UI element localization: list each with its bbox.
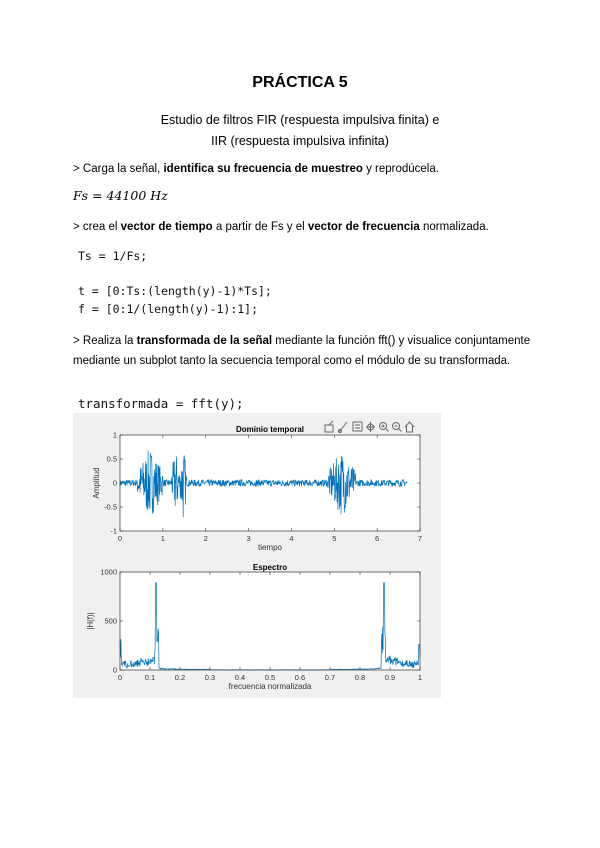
x-tick-label: 0.9	[384, 673, 396, 682]
y-tick-label: 0	[112, 665, 117, 675]
zoom-out-icon[interactable]	[393, 423, 402, 432]
x-tick-label: 0.8	[354, 673, 366, 682]
time-domain-axes	[92, 425, 422, 552]
y-axis-label: Amplitud	[92, 467, 101, 499]
step-3-text	[73, 331, 533, 371]
x-tick-label: 0	[117, 673, 123, 682]
step-2-a: > crea el	[73, 221, 121, 233]
step-2-d: normalizada.	[419, 221, 489, 233]
step-3-b: transformada de la señal	[136, 335, 273, 347]
export-icon[interactable]	[325, 421, 333, 432]
step-1-suffix: y reprodúcela.	[362, 163, 439, 175]
x-tick-label: 3	[246, 534, 251, 543]
spectrum-axes	[86, 563, 422, 691]
x-tick-label: 0.6	[294, 673, 306, 682]
x-tick-label: 0.2	[174, 673, 186, 682]
figure-toolbar	[325, 421, 414, 433]
code-fft: transformada = fft(y);	[78, 396, 244, 411]
x-tick-label: 7	[417, 534, 423, 543]
page-title: PRÁCTICA 5	[252, 74, 348, 91]
step-1-bold: identifica su frecuencia de muestreo	[163, 163, 363, 175]
x-tick-label: 5	[332, 534, 337, 543]
subtitle-line-1: Estudio de filtros FIR (respuesta impulsiva finita) e	[160, 113, 440, 127]
x-tick-label: 0.4	[234, 673, 246, 682]
chart-title: Dominio temporal	[235, 425, 305, 434]
code-ts: Ts = 1/Fs;	[78, 249, 148, 263]
x-tick-label: 0.3	[204, 673, 216, 682]
home-icon[interactable]	[405, 422, 414, 432]
step-2-c: a partir de Fs y el	[212, 221, 308, 233]
x-tick-label: 1	[160, 534, 165, 543]
step-3-a: > Realiza la	[73, 335, 137, 347]
y-tick-label: 0.5	[106, 454, 117, 464]
figure-svg	[73, 413, 441, 698]
sampling-frequency-value: Fs = 44100 Hz	[73, 188, 168, 203]
x-axis-label: frecuencia normalizada	[228, 682, 312, 691]
x-axis-label: tiempo	[257, 543, 283, 552]
subtitle	[0, 110, 600, 152]
x-tick-label: 0	[117, 534, 123, 543]
step-1-text	[73, 160, 533, 179]
step-2-b1: vector de tiempo	[120, 221, 213, 233]
step-1-prefix: > Carga la señal,	[73, 163, 164, 175]
step-2-text	[73, 218, 533, 237]
matlab-figure	[73, 413, 441, 698]
code-t: t = [0:Ts:(length(y)-1)*Ts];	[78, 284, 272, 298]
pan-icon[interactable]	[366, 422, 375, 432]
x-tick-label: 0.5	[264, 673, 276, 682]
y-tick-label: 1000	[100, 567, 117, 577]
datatip-icon[interactable]	[353, 422, 362, 431]
x-tick-label: 4	[289, 534, 294, 543]
brush-icon[interactable]	[339, 422, 348, 433]
chart-title: Espectro	[252, 563, 288, 572]
y-axis-label: |H(f)|	[86, 612, 95, 630]
zoom-in-icon[interactable]	[380, 423, 389, 432]
y-tick-label: -0.5	[104, 502, 117, 512]
code-f: f = [0:1/(length(y)-1):1];	[78, 302, 259, 316]
x-tick-label: 1	[417, 673, 423, 682]
y-tick-label: 0	[112, 478, 117, 488]
y-tick-label: 1	[112, 430, 117, 440]
subtitle-line-2: IIR (respuesta impulsiva infinita)	[211, 134, 389, 148]
step-3-c: mediante la función fft() y visualice conjuntamente mediante un subplot tanto la secuencia temporal como el módulo de su transformada.	[73, 335, 531, 367]
x-tick-label: 0.1	[144, 673, 156, 682]
step-2-b2: vector de frecuencia	[307, 221, 420, 233]
x-tick-label: 6	[375, 534, 380, 543]
y-tick-label: -1	[110, 526, 117, 536]
x-tick-label: 0.7	[324, 673, 336, 682]
x-tick-label: 2	[203, 534, 208, 543]
plot-area	[120, 572, 420, 670]
y-tick-label: 500	[104, 616, 117, 626]
